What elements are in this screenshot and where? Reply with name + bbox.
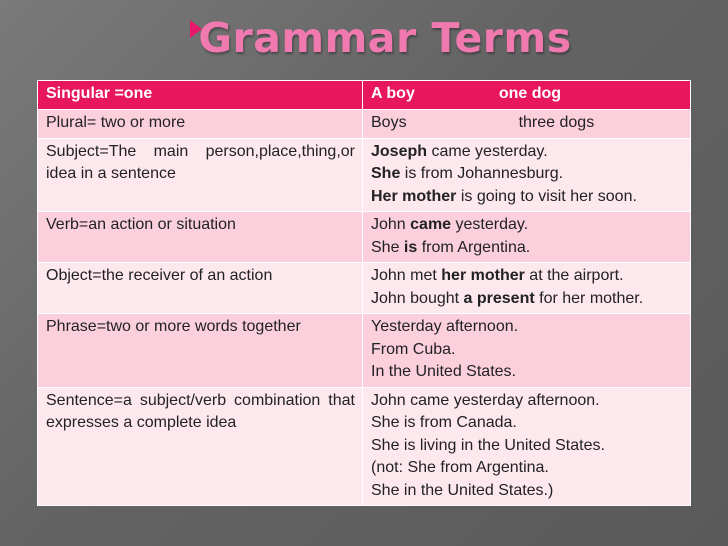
term-cell: Object=the receiver of an action <box>38 263 363 314</box>
bold-word: Her mother <box>371 187 457 205</box>
example-text: from Argentina. <box>421 238 531 256</box>
example-text: is going to visit her soon. <box>460 187 637 205</box>
example-line: In the United States. <box>371 363 516 380</box>
example-line: (not: She from Argentina. <box>371 459 549 476</box>
table-row-object <box>38 263 691 314</box>
bold-word: is <box>403 238 418 256</box>
bold-word: her mother <box>441 267 525 284</box>
term-cell: Plural= two or more <box>38 110 363 139</box>
example-line: From Cuba. <box>371 340 456 358</box>
example-b: three dogs <box>518 114 595 131</box>
example-cell <box>363 263 691 314</box>
example-line: She is living in the United States. <box>371 436 605 454</box>
bold-word: Joseph <box>371 142 428 160</box>
example-line <box>371 288 683 311</box>
example-cell <box>363 314 691 388</box>
example-line: She in the United States.) <box>371 481 554 499</box>
example-a: Boys <box>371 114 407 131</box>
example-line <box>371 237 683 260</box>
term-cell: Sentence=a subject/verb combination that expresses a complete idea <box>38 387 363 506</box>
example-text: for her mother. <box>539 289 644 307</box>
example-line <box>371 186 683 209</box>
term-cell: Subject=The main person,place,thing,or idea in a sentence <box>38 138 363 212</box>
example-text: is from Johannesburg. <box>404 165 564 182</box>
header-right-cell <box>363 81 691 110</box>
bold-word: a present <box>463 289 535 307</box>
header-left-cell: Singular =one <box>38 81 363 110</box>
table-row-plural <box>38 110 691 139</box>
example-cell <box>363 110 691 139</box>
bold-word: She <box>371 165 401 182</box>
example-line <box>371 265 683 288</box>
example-line <box>371 141 683 164</box>
example-line <box>371 214 683 237</box>
grammar-terms-table <box>37 80 691 506</box>
example-cell <box>363 212 691 263</box>
term-cell: Phrase=two or more words together <box>38 314 363 388</box>
example-text: John met <box>371 267 437 284</box>
table-header-row <box>38 81 691 110</box>
example-text: John bought <box>371 289 460 307</box>
header-example-b: one dog <box>498 85 562 102</box>
table-row-phrase <box>38 314 691 388</box>
term-cell: Verb=an action or situation <box>38 212 363 263</box>
example-cell <box>363 138 691 212</box>
page-title: Grammar Terms <box>198 14 572 62</box>
example-text: She <box>371 238 400 256</box>
example-text: yesterday. <box>455 216 529 233</box>
example-line: John came yesterday afternoon. <box>371 391 600 409</box>
table-row-sentence <box>38 387 691 506</box>
example-text: John <box>371 216 406 233</box>
example-line: Yesterday afternoon. <box>371 318 519 335</box>
header-example-a: A boy <box>371 85 415 102</box>
bold-word: came <box>410 216 452 233</box>
table-row-subject <box>38 138 691 212</box>
example-cell <box>363 387 691 506</box>
example-line: She is from Canada. <box>371 414 517 431</box>
table-row-verb <box>38 212 691 263</box>
example-line <box>371 163 683 186</box>
example-text: came yesterday. <box>431 142 548 160</box>
example-text: at the airport. <box>529 267 624 284</box>
